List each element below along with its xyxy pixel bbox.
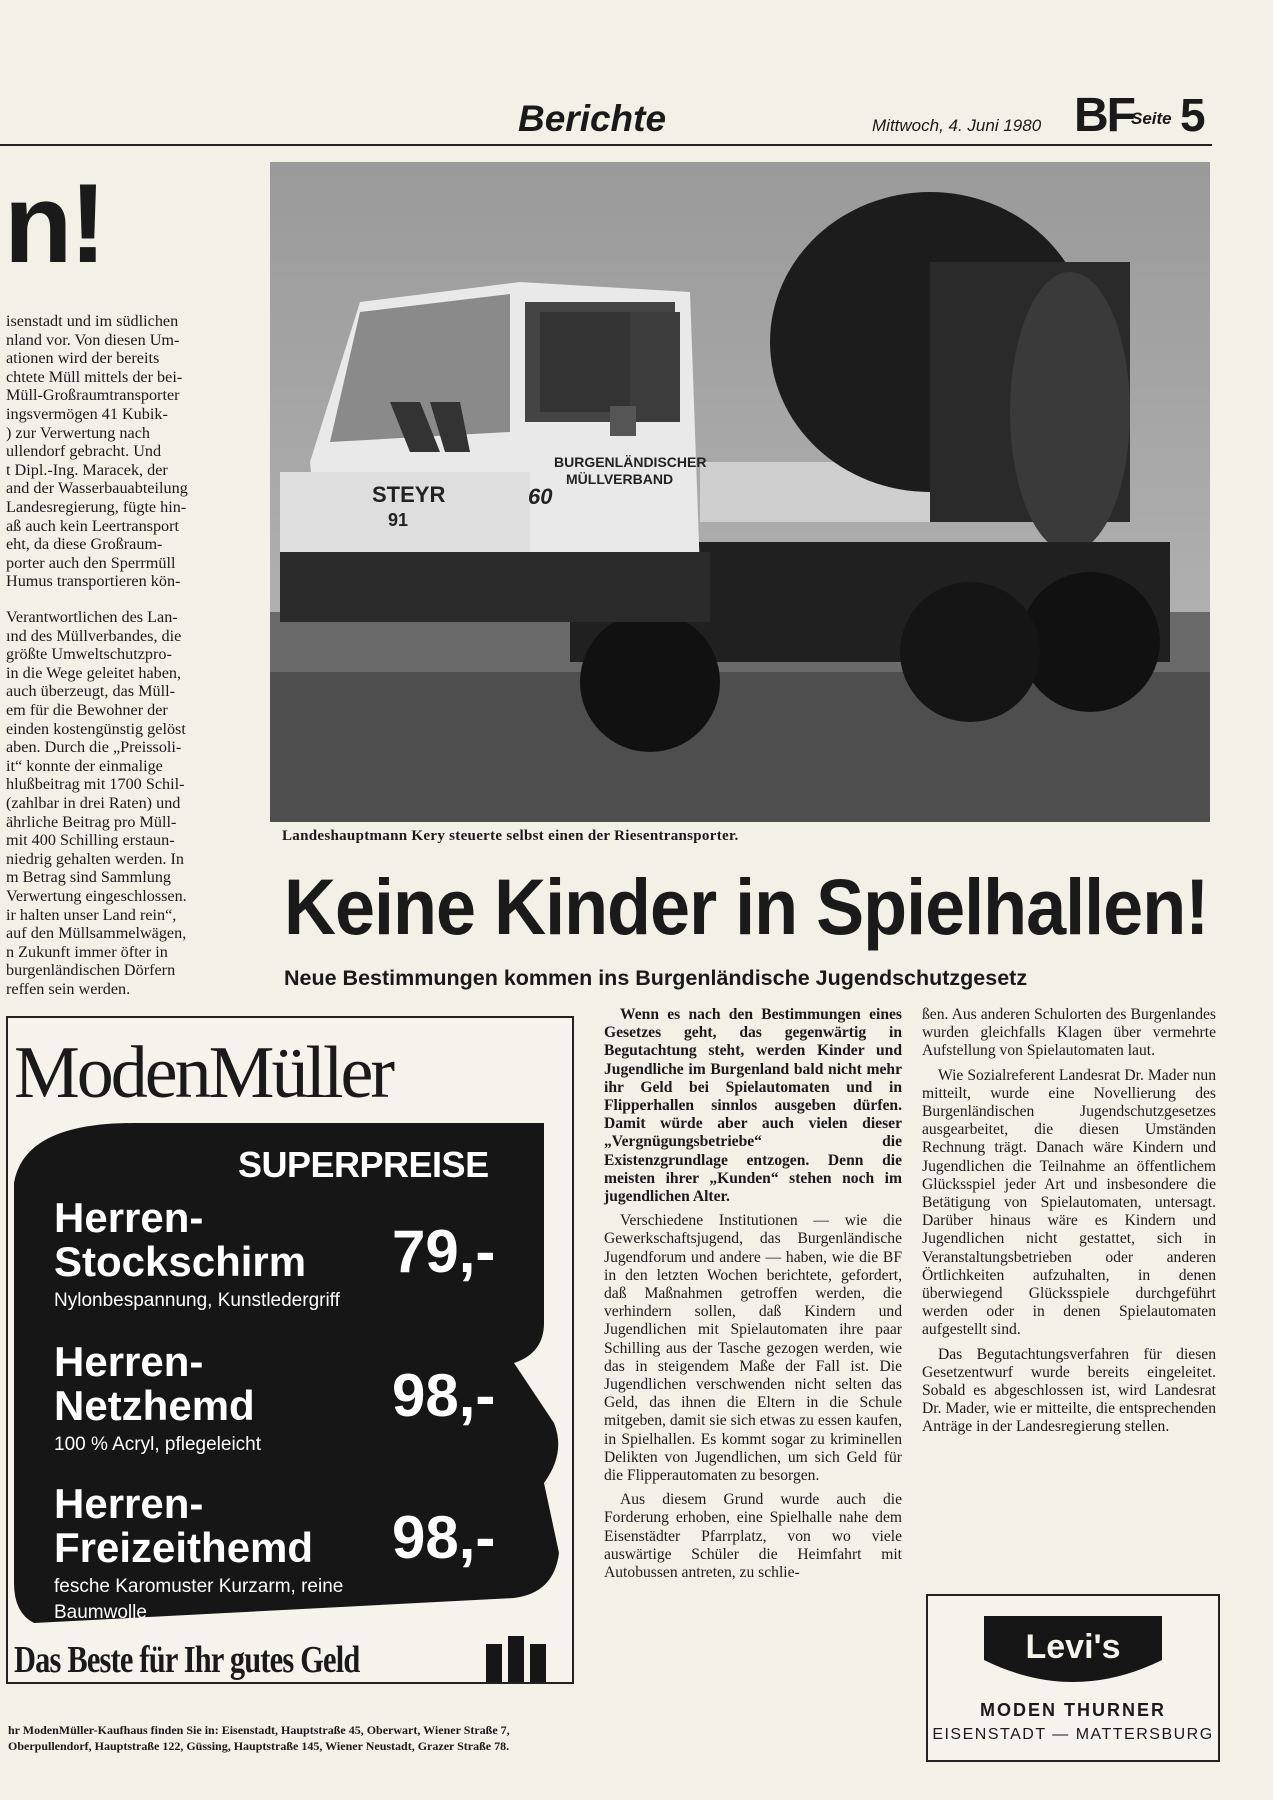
left-article-line: it“ konnte der einmalige	[6, 756, 163, 775]
left-article-line: ingsvermögen 41 Kubik-	[6, 404, 168, 423]
left-article-line: porter auch den Sperrmüll	[6, 553, 176, 572]
left-article-line: n Zukunft immer öfter in	[6, 942, 168, 961]
ad-brand-logo: ModenMüller	[14, 1032, 393, 1114]
moden-mueller-ad	[6, 1016, 574, 1684]
left-article-line: aben. Durch die „Preissoli-	[6, 738, 182, 757]
left-article-line: em für die Bewohner der	[6, 700, 168, 719]
left-article-line: niedrig gehalten werden. In	[6, 849, 184, 868]
header-rule	[0, 144, 1212, 146]
article-paragraph: Verschiedene Institutionen — wie die Gewerkschaftsjugend, das Burgenländische Jugendforum und andere — haben, wie die BF in den letzten Wochen berichtete, gefordert, daß Maßnahmen getroffen werden, die verhindern sollen, daß Kindern und Jugendlichen mit Spielautomaten ihre paar Schilling aus der Tasche gezogen werden, wie das in steigendem Maße der Fall ist. Die Jugendlichen verschwenden nicht selten das Geld, das ihnen die Eltern in die Schule mitgeben, damit sie sich etwas zu essen kaufen, in Spielhallen. Es kommt sogar zu kriminellen Delikten von Jugendlichen, um sich Geld für die Flipperautomaten zu besorgen.	[604, 1212, 902, 1485]
product-2-line-2: Netzhemd	[54, 1382, 255, 1429]
left-article-paragraph-1	[6, 312, 254, 591]
coat-of-arms-emblem	[610, 406, 636, 436]
ad-bars-logo-icon	[486, 1636, 548, 1684]
truck-number: 60	[528, 484, 553, 509]
ad-slogan: Das Beste für Ihr gutes Geld	[14, 1639, 360, 1681]
article-paragraph: ßen. Aus anderen Schulorten des Burgenlandes wurden gleichfalls Klagen über vermehrte Aufstellung von Spielautomaten laut.	[922, 1006, 1216, 1060]
levis-store-cities: EISENSTADT — MATTERSBURG	[932, 1726, 1214, 1743]
left-article-line: nland vor. Von diesen Um-	[6, 330, 180, 349]
left-article-headline: n!	[4, 161, 104, 286]
product-3-description-line-1: fesche Karomuster Kurzarm, reine	[54, 1576, 344, 1597]
left-article-line: mit 400 Schilling erstaun-	[6, 831, 175, 850]
levis-logo-text: Levi's	[1025, 1628, 1121, 1666]
page-number: 5	[1180, 89, 1206, 141]
truck-model: 91	[388, 510, 409, 530]
product-3-price: 98,-	[392, 1504, 496, 1571]
truck-label-line-1: BURGENLÄNDISCHER	[554, 454, 707, 470]
left-article-line: and der Wasserbauabteilung	[6, 479, 188, 498]
left-article-line: ir halten unser Land rein“,	[6, 905, 177, 924]
left-article-line: ährliche Beitrag pro Müll-	[6, 812, 177, 831]
main-headline: Keine Kinder in Spielhallen!	[284, 863, 1209, 952]
levis-ad	[926, 1594, 1220, 1762]
article-paragraph: Wie Sozialreferent Landesrat Dr. Mader nun mitteilt, wurde eine Novellierung des Burgenländischen Jugendschutzgesetzes ausgearbeitet, die diesen Umständen Rechnung trägt. Danach wäre Kindern und Jugendlichen die Teilnahme an öffentlichem Glücksspiel jeder Art und insbesondere die Betätigung von Spielautomaten, untersagt. Darüber hinaus wäre es Kindern und Jugendlichen nicht gestattet, sich in Veranstaltungsbetrieben oder anderen Örtlichkeiten aufzuhalten, in denen überwiegend Glücksspiele durchgeführt werden oder in denen Spielautomaten aufgestellt sind.	[922, 1066, 1216, 1339]
article-lead-paragraph: Wenn es nach den Bestimmungen eines Gesetzes geht, das gegenwärtig in Begutachtung steht, werden Kinder und Jugendliche im Burgenland bald nicht mehr ihr Geld bei Spielautomaten und in Flipperhallen sinnlos ausgeben dürfen. Damit würde aber auch vielen dieser „Vergnügungsbetriebe“ die Existenzgrundlage entzogen. Denn die meisten ihrer „Kunden“ stehen noch im jugendlichen Alter.	[604, 1006, 902, 1206]
left-article-line: isenstadt und im südlichen	[6, 312, 179, 330]
left-article-line: größte Umweltschutzpro-	[6, 645, 172, 664]
product-3-line-1: Herren-	[54, 1480, 204, 1527]
product-2-line-1: Herren-	[54, 1338, 204, 1385]
product-3-description-line-2: Baumwolle	[54, 1602, 147, 1623]
left-article-line: ationen wird der bereits	[6, 349, 160, 368]
left-article-line: t Dipl.-Ing. Maracek, der	[6, 460, 168, 479]
left-article-line: reffen sein werden.	[6, 979, 131, 998]
article-column-2	[922, 1006, 1216, 1443]
product-1-description: Nylonbespannung, Kunstledergriff	[54, 1290, 340, 1311]
left-article-line: auf den Müllsammelwägen,	[6, 924, 187, 943]
page-label: Seite	[1131, 109, 1172, 128]
ad-store-list-line-1: hr ModenMüller-Kaufhaus finden Sie in: Eisenstadt, Hauptstraße 45, Oberwart, Wiener Straße 7,	[8, 1723, 510, 1737]
truck-illustration	[270, 162, 1210, 822]
product-1-line-2: Stockschirm	[54, 1238, 307, 1285]
left-article-line: burgenländischen Dörfern	[6, 961, 176, 980]
truck-label-line-2: MÜLLVERBAND	[566, 471, 674, 487]
left-article-line: ) zur Verwertung nach	[6, 423, 150, 442]
left-article-line: einden kostengünstig gelöst	[6, 719, 186, 738]
main-subheadline: Neue Bestimmungen kommen ins Burgenländische Jugendschutzgesetz	[284, 966, 1028, 990]
left-article-paragraph-2	[6, 608, 254, 998]
left-article-line: Humus transportieren kön-	[6, 572, 181, 591]
product-1-price: 79,-	[392, 1218, 496, 1285]
left-article-line: Müll-Großraumtransporter	[6, 386, 180, 405]
left-article-line: ullendorf gebracht. Und	[6, 442, 162, 461]
truck-photo	[270, 162, 1210, 822]
left-article-line: eht, da diese Großraum-	[6, 535, 163, 554]
levis-store-name: MODEN THURNER	[980, 1700, 1166, 1720]
levis-logo-icon	[984, 1616, 1162, 1694]
ad-store-list	[8, 1722, 510, 1754]
left-article-line: Landesregierung, fügte hin-	[6, 497, 187, 516]
ad-store-list-line-2: Oberpullendorf, Hauptstraße 122, Güssing, Hauptstraße 145, Wiener Neustadt, Grazer Straße 78.	[8, 1739, 510, 1753]
left-article-line: (zahlbar in drei Raten) und	[6, 793, 181, 812]
left-article-line: in die Wege geleitet haben,	[6, 663, 182, 682]
issue-date: Mittwoch, 4. Juni 1980	[872, 116, 1042, 135]
left-article-line: aß auch kein Leertransport	[6, 516, 180, 535]
left-article-line: m Betrag sind Sammlung	[6, 868, 172, 887]
left-article-line: Verwertung eingeschlossen.	[6, 886, 187, 905]
section-title: Berichte	[518, 98, 667, 139]
product-2-description: 100 % Acryl, pflegeleicht	[54, 1434, 262, 1455]
product-3-line-2: Freizeithemd	[54, 1524, 314, 1571]
article-paragraph: Aus diesem Grund wurde auch die Forderung erhoben, eine Spielhalle nahe dem Eisenstädter Pfarrplatz, von wo viele auswärtige Schüler die Heimfahrt mit Autobussen antreten, zu schlie-	[604, 1491, 902, 1582]
left-article-line: ınd des Müllverbandes, die	[6, 626, 182, 645]
truck-brand: STEYR	[372, 482, 446, 507]
article-paragraph: Das Begutachtungsverfahren für diesen Gesetzentwurf wurde bereits eingeleitet. Sobald es abgeschlossen ist, wird Landesrat Dr. Mader, wie er mitteilte, die entsprechenden Anträge in der Landesregierung stellen.	[922, 1345, 1216, 1436]
left-article-line: chtete Müll mittels der bei-	[6, 367, 183, 386]
ad-banner: SUPERPREISE	[238, 1144, 489, 1185]
newspaper-logo: BF	[1074, 89, 1134, 142]
left-article-line: auch überzeugt, das Müll-	[6, 682, 176, 701]
left-article-line: Verantwortlichen des Lan-	[6, 608, 178, 626]
product-2-price: 98,-	[392, 1362, 496, 1429]
photo-caption: Landeshauptmann Kery steuerte selbst einen der Riesentransporter.	[282, 828, 739, 844]
left-article-line: hlußbeitrag mit 1700 Schil-	[6, 775, 185, 794]
article-column-1	[604, 1006, 902, 1588]
product-1-line-1: Herren-	[54, 1194, 204, 1241]
